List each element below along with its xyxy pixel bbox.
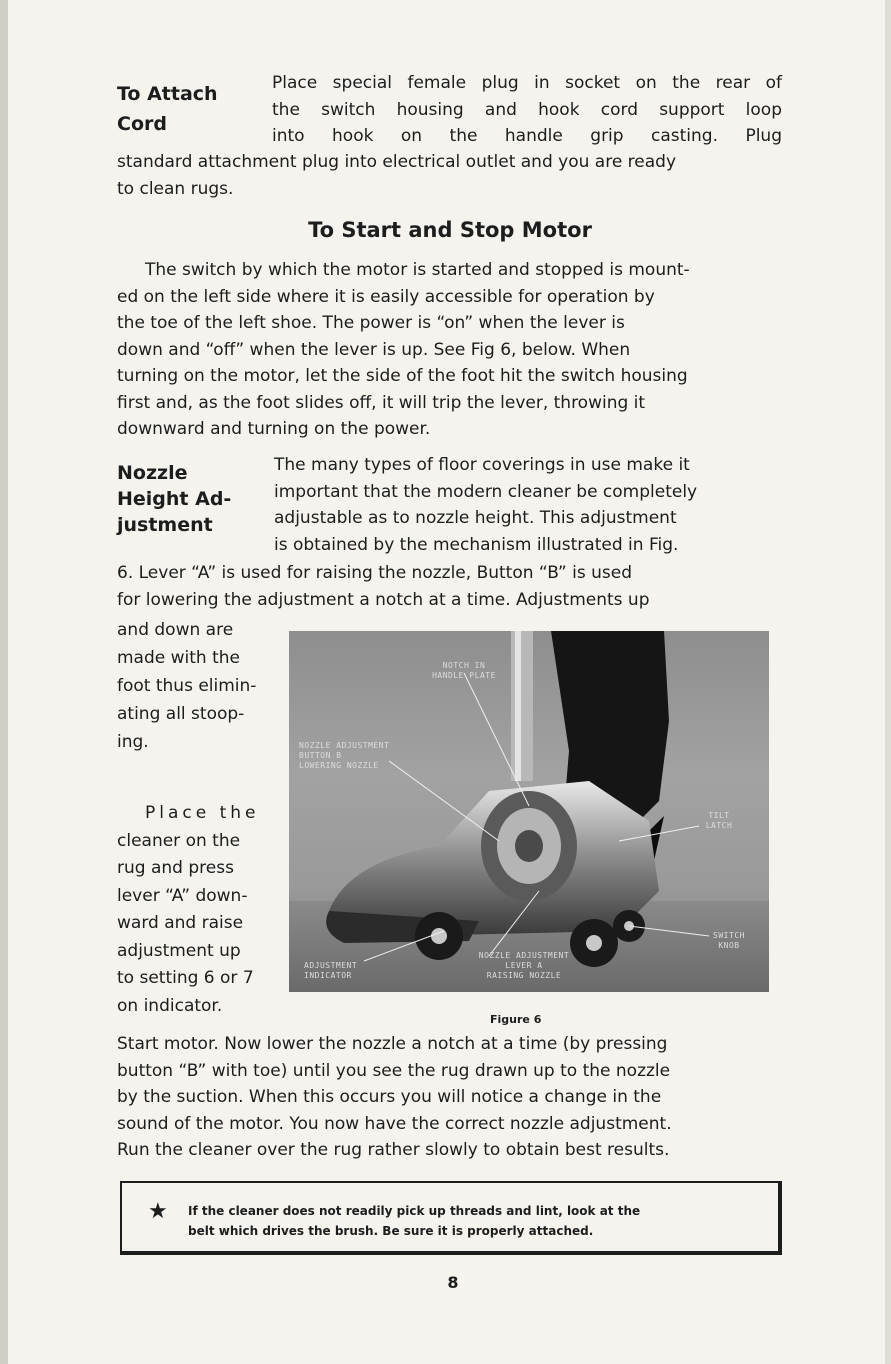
text-line: first and, as the foot slides off, it will trip the lever, throwing it: [117, 392, 646, 413]
attach-cord-paragraph: [272, 70, 782, 150]
page-edge: [0, 0, 8, 1364]
text-line: ward and raise: [117, 913, 244, 933]
text-line: lever “A” down-: [117, 885, 248, 906]
figure-label-switch-knob: SWITCH KNOB: [713, 931, 745, 950]
figure-label-indicator: ADJUSTMENT INDICATOR: [304, 961, 358, 980]
text-line: down and “off” when the lever is up. See Fig 6, below. When: [117, 339, 631, 360]
attach-cord-paragraph-cont: [117, 149, 782, 202]
text-line: ed on the left side where it is easily accessible for operation by: [117, 286, 655, 307]
text-line: the switch housing and hook cord support loop: [272, 99, 782, 120]
nozzle-left-column: [117, 616, 287, 756]
text-line: ing.: [117, 732, 149, 752]
text-line: into hook on the handle grip casting. Plug: [272, 126, 782, 146]
page-edge: [885, 0, 891, 1364]
start-stop-paragraph: [117, 257, 782, 443]
text-line: downward and turning on the power.: [117, 419, 431, 439]
text-line: The switch by which the motor is started and stopped is mount-: [145, 260, 690, 280]
text-line: adjustment up: [117, 940, 241, 961]
star-icon: ★: [148, 1199, 168, 1224]
text-line: Run the cleaner over the rug rather slowly to obtain best results.: [117, 1140, 670, 1160]
text-line: and down are: [117, 620, 234, 640]
text-line: to setting 6 or 7: [117, 968, 254, 988]
figure-label-tilt-latch: TILT LATCH: [705, 811, 733, 830]
nozzle-paragraph: [274, 452, 782, 558]
text-line: by the suction. When this occurs you will notice a change in the: [117, 1087, 662, 1107]
text-line: standard attachment plug into electrical outlet and you are ready: [117, 152, 677, 172]
heading-line: Nozzle: [117, 462, 188, 484]
text-line: Place special female plug in socket on the rear of: [272, 73, 782, 93]
text-line: foot thus elimin-: [117, 676, 257, 696]
text-line: is obtained by the mechanism illustrated in Fig.: [274, 534, 679, 555]
figure-label-notch-plate: NOTCH IN HANDLE PLATE: [432, 661, 496, 680]
text-line: 6. Lever “A” is used for raising the nozzle, Button “B” is used: [117, 563, 633, 583]
text-line: belt which drives the brush. Be sure it is properly attached.: [188, 1224, 594, 1238]
text-line: ating all stoop-: [117, 704, 245, 724]
heading-line: To Attach: [117, 83, 218, 105]
text-line: important that the modern cleaner be completely: [274, 481, 698, 502]
tip-note-text: [188, 1201, 768, 1241]
text-line: on indicator.: [117, 995, 223, 1016]
heading-line: justment: [117, 514, 213, 536]
text-line: sound of the motor. You now have the correct nozzle adjustment.: [117, 1113, 672, 1134]
nozzle-paragraph-cont: [117, 560, 782, 613]
text-line: made with the: [117, 648, 241, 668]
figure-6-photo: [289, 631, 769, 992]
text-line: for lowering the adjustment a notch at a time. Adjustments up: [117, 589, 650, 610]
figure-label-lever-a: NOZZLE ADJUSTMENT LEVER A RAISING NOZZLE: [478, 951, 570, 980]
text-line: The many types of floor coverings in use make it: [274, 455, 690, 475]
text-line: cleaner on the: [117, 830, 241, 851]
text-line: adjustable as to nozzle height. This adjustment: [274, 508, 677, 528]
closing-paragraph: [117, 1031, 782, 1164]
section-heading-start-stop: To Start and Stop Motor: [308, 218, 592, 242]
text-line: Place the: [145, 803, 260, 823]
text-line: to clean rugs.: [117, 178, 234, 199]
section-heading-attach-cord: [117, 82, 218, 136]
nozzle-left-column-2: [117, 800, 287, 1020]
figure-caption: Figure 6: [490, 1013, 542, 1026]
text-line: turning on the motor, let the side of the foot hit the switch housing: [117, 366, 688, 386]
text-line: If the cleaner does not readily pick up threads and lint, look at the: [188, 1204, 641, 1218]
heading-line: Height Ad-: [117, 488, 232, 510]
text-line: button “B” with toe) until you see the rug drawn up to the nozzle: [117, 1060, 671, 1081]
heading-line: Cord: [117, 113, 167, 135]
text-line: the toe of the left shoe. The power is “on” when the lever is: [117, 313, 625, 333]
tip-note-box: [120, 1181, 782, 1255]
text-line: Start motor. Now lower the nozzle a notch at a time (by pressing: [117, 1034, 668, 1054]
page-number: 8: [447, 1273, 459, 1292]
figure-label-button-b: NOZZLE ADJUSTMENT BUTTON B LOWERING NOZZLE: [299, 741, 390, 770]
section-heading-nozzle: [117, 460, 231, 538]
text-line: rug and press: [117, 858, 234, 878]
